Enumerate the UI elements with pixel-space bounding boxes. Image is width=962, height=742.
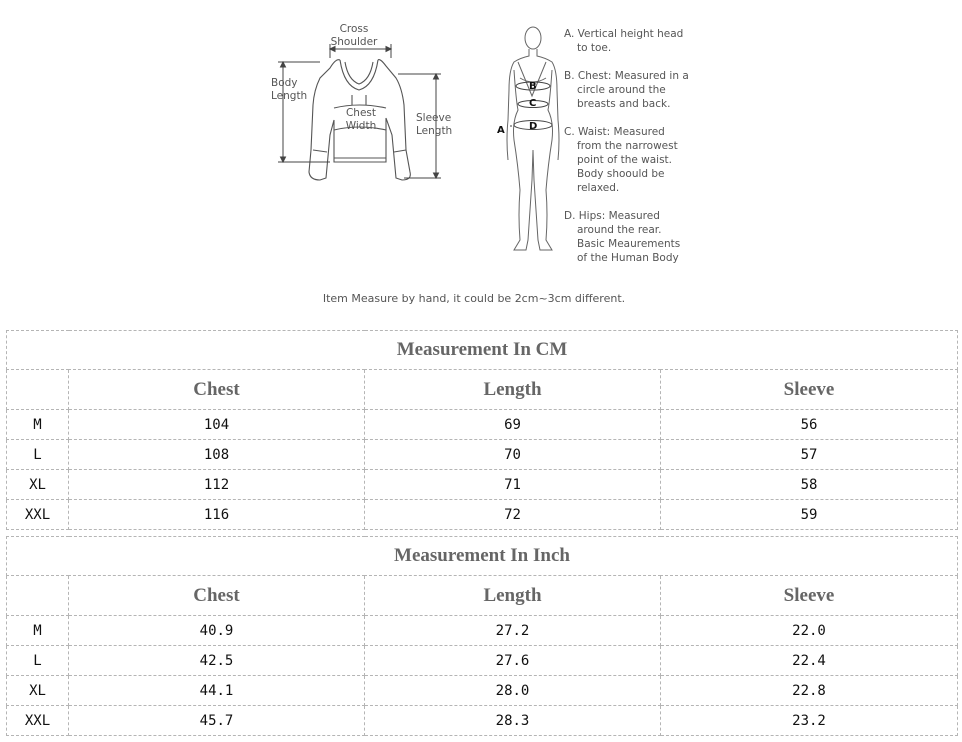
note-head: C. Waist: Measured (564, 126, 665, 138)
table-row (7, 706, 958, 736)
chest-value: 42.5 (69, 646, 365, 676)
table-row (7, 470, 958, 500)
size-label: XXL (7, 706, 69, 736)
note-body: around the rear. Basic Meaurements of the Human Body (577, 224, 681, 264)
note-body: circle around the breasts and back. (577, 84, 671, 110)
table-row (7, 616, 958, 646)
table-header-row (7, 370, 958, 410)
cross-shoulder-label: Cross Shoulder (330, 23, 378, 48)
chest-value: 45.7 (69, 706, 365, 736)
size-table-inch (6, 536, 958, 736)
size-label: M (7, 616, 69, 646)
body-letter-b: B (529, 81, 537, 92)
sleeve-length-label: Sleeve Length (416, 112, 453, 137)
table-caption: Measurement In Inch (7, 537, 958, 576)
table-row (7, 440, 958, 470)
note-head: A. Vertical height head (564, 28, 684, 40)
column-header-sleeve: Sleeve (661, 370, 958, 410)
chest-width-label: Chest Width (345, 107, 377, 132)
chest-value: 108 (69, 440, 365, 470)
body-length-label: Body Length (271, 77, 308, 102)
table-header-row (7, 576, 958, 616)
sleeve-value: 22.0 (661, 616, 958, 646)
table-row (7, 500, 958, 530)
sleeve-value: 56 (661, 410, 958, 440)
body-letter-c: C (529, 98, 537, 109)
length-value: 69 (365, 410, 661, 440)
note-head: D. Hips: Measured (564, 210, 660, 222)
header-empty-cell (7, 370, 69, 410)
chest-value: 44.1 (69, 676, 365, 706)
sleeve-value: 57 (661, 440, 958, 470)
note-hips (564, 209, 699, 265)
chest-value: 112 (69, 470, 365, 500)
note-head: B. Chest: Measured in a (564, 70, 689, 82)
note-height (564, 27, 699, 55)
size-label: XL (7, 676, 69, 706)
note-body: from the narrowest point of the waist. Body shoould be relaxed. (577, 140, 678, 194)
sleeve-value: 59 (661, 500, 958, 530)
column-header-chest: Chest (69, 576, 365, 616)
length-value: 70 (365, 440, 661, 470)
table-row (7, 646, 958, 676)
size-table-cm (6, 330, 958, 530)
size-label: L (7, 646, 69, 676)
body-letter-a: A (497, 125, 505, 136)
length-value: 28.3 (365, 706, 661, 736)
sleeve-value: 58 (661, 470, 958, 500)
column-header-sleeve: Sleeve (661, 576, 958, 616)
chest-value: 40.9 (69, 616, 365, 646)
note-chest (564, 69, 699, 111)
column-header-chest: Chest (69, 370, 365, 410)
note-waist (564, 125, 699, 195)
length-value: 71 (365, 470, 661, 500)
size-label: XL (7, 470, 69, 500)
body-figure (507, 27, 559, 250)
table-caption: Measurement In CM (7, 331, 958, 370)
measurement-guide (0, 0, 962, 330)
length-value: 27.2 (365, 616, 661, 646)
disclaimer-text: Item Measure by hand, it could be 2cm~3cm different. (322, 292, 626, 305)
length-value: 27.6 (365, 646, 661, 676)
length-value: 72 (365, 500, 661, 530)
size-label: XXL (7, 500, 69, 530)
table-row (7, 410, 958, 440)
sleeve-value: 23.2 (661, 706, 958, 736)
chest-value: 104 (69, 410, 365, 440)
size-label: M (7, 410, 69, 440)
body-letter-d: D (529, 121, 538, 132)
note-body: to toe. (577, 42, 612, 54)
measurement-notes (564, 27, 699, 279)
size-label: L (7, 440, 69, 470)
chest-value: 116 (69, 500, 365, 530)
measurement-diagram (0, 0, 962, 330)
table-row (7, 676, 958, 706)
header-empty-cell (7, 576, 69, 616)
length-value: 28.0 (365, 676, 661, 706)
sleeve-value: 22.4 (661, 646, 958, 676)
column-header-length: Length (365, 370, 661, 410)
sleeve-value: 22.8 (661, 676, 958, 706)
column-header-length: Length (365, 576, 661, 616)
